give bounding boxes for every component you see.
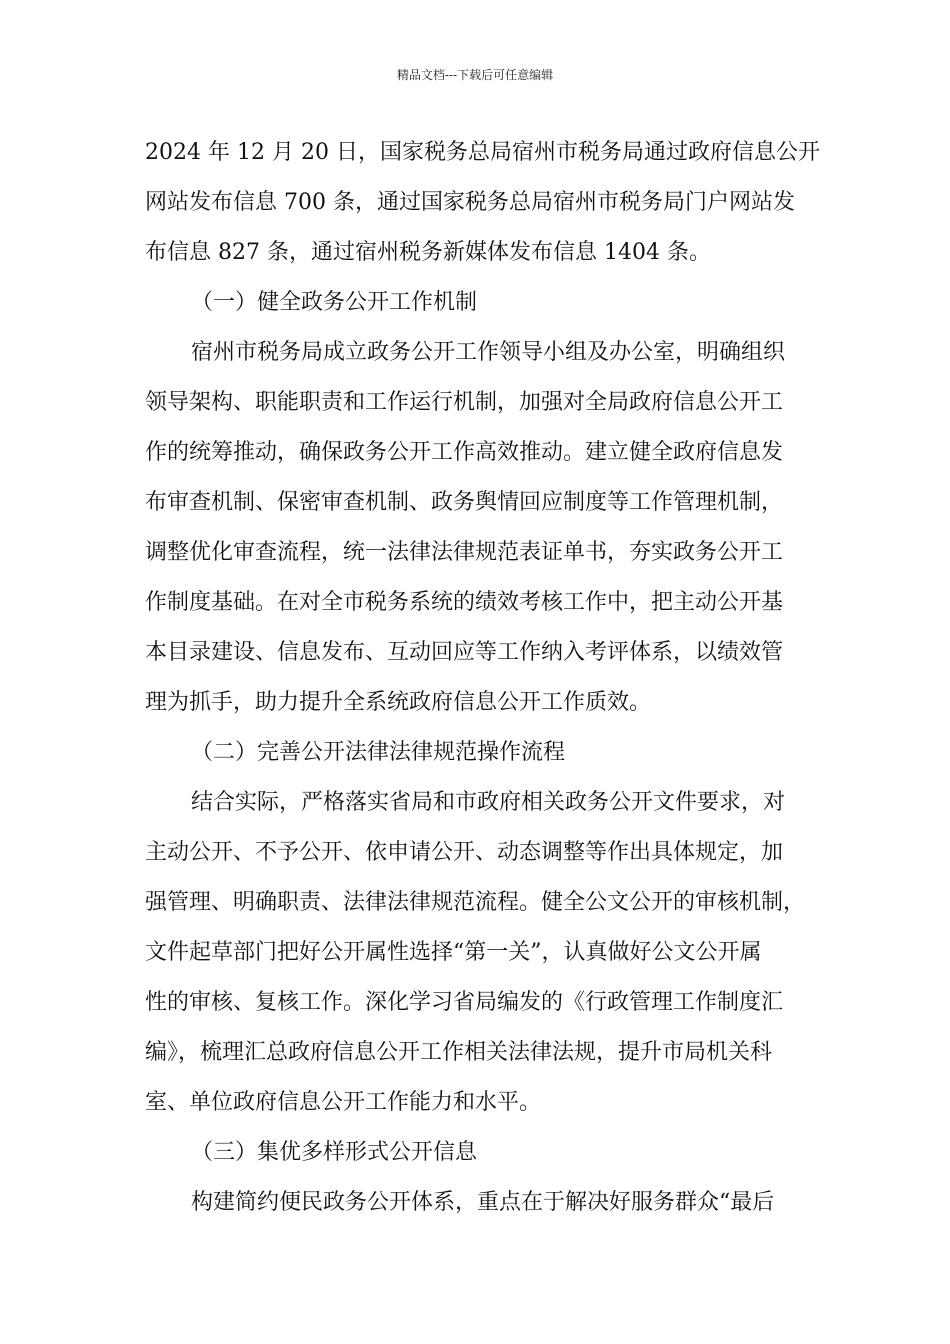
text-line: 结合实际，严格落实省局和市政府相关政务公开文件要求，对 — [191, 790, 786, 815]
text-line: 领导架构、职能职责和工作运行机制，加强对全局政府信息公开工 — [145, 390, 784, 415]
text-line: 布审查机制、保密审查机制、政务舆情回应制度等工作管理机制， — [145, 490, 784, 515]
text-line: （二）完善公开法律法律规范操作流程 — [191, 740, 566, 765]
text-line: 宿州市税务局成立政务公开工作领导小组及办公室，明确组织 — [191, 340, 786, 365]
text-line: （一）健全政务公开工作机制 — [191, 290, 478, 315]
text-line: 布信息 827 条，通过宿州税务新媒体发布信息 1404 条。 — [145, 240, 711, 265]
text-line: 作制度基础。在对全市税务系统的绩效考核工作中，把主动公开基 — [145, 590, 784, 615]
text-line: 本目录建设、信息发布、互动回应等工作纳入考评体系，以绩效管 — [145, 640, 784, 665]
text-line: （三）集优多样形式公开信息 — [191, 1140, 478, 1165]
text-line: 作的统筹推动，确保政务公开工作高效推动。建立健全政府信息发 — [145, 440, 784, 465]
text-line: 网站发布信息 700 条，通过国家税务总局宿州市税务局门户网站发 — [145, 190, 795, 215]
text-line: 调整优化审查流程，统一法律法律规范表证单书，夯实政务公开工 — [145, 540, 784, 565]
text-line: 理为抓手，助力提升全系统政府信息公开工作质效。 — [145, 690, 652, 715]
text-line: 主动公开、不予公开、依申请公开、动态调整等作出具体规定，加 — [145, 840, 784, 865]
text-line: 文件起草部门把好公开属性选择“第一关”，认真做好公文公开属 — [145, 940, 762, 965]
text-line: 2024 年 12 月 20 日，国家税务总局宿州市税务局通过政府信息公开 — [145, 140, 820, 165]
text-line: 强管理、明确职责、法律法律规范流程。健全公文公开的审核机制， — [145, 890, 806, 915]
text-line: 编》，梳理汇总政府信息公开工作相关法律法规，提升市局机关科 — [145, 1040, 773, 1065]
text-line: 性的审核、复核工作。深化学习省局编发的《行政管理工作制度汇 — [145, 990, 784, 1015]
document-body — [145, 128, 825, 1228]
text-line: 室、单位政府信息公开工作能力和水平。 — [145, 1090, 542, 1115]
page-header: 精品文档---下载后可任意编辑 — [396, 68, 554, 82]
text-line: 构建简约便民政务公开体系，重点在于解决好服务群众“最后 — [191, 1190, 775, 1215]
